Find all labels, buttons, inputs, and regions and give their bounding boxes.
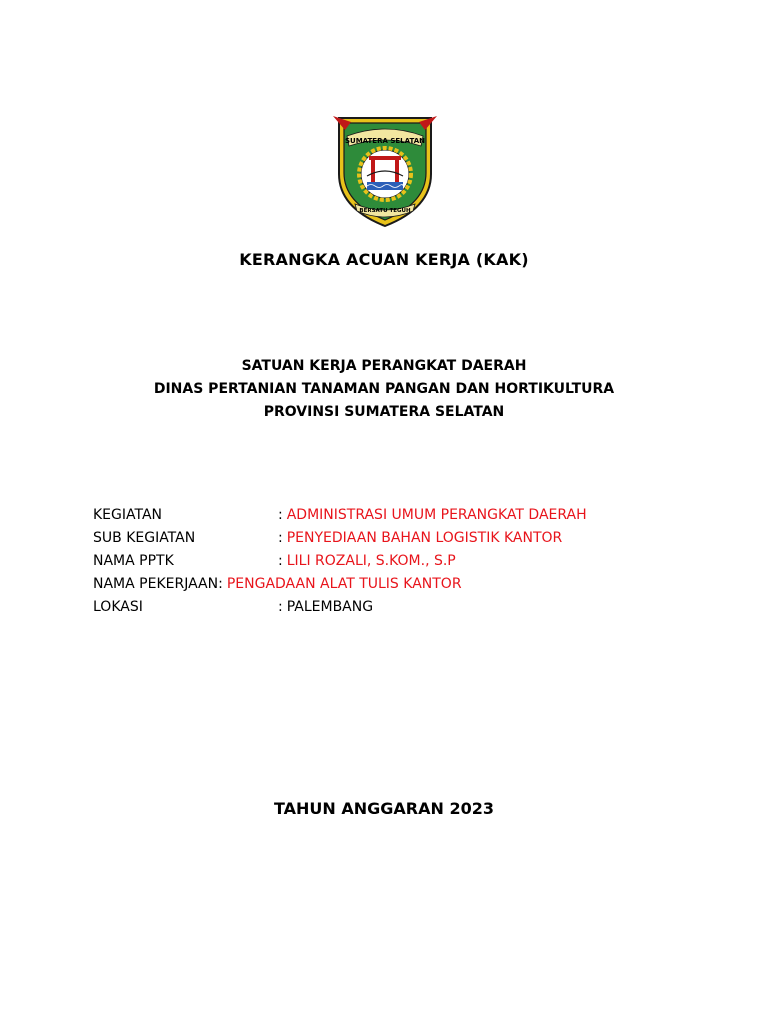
budget-year: TAHUN ANGGARAN 2023 — [273, 799, 494, 818]
org-unit-line: SATUAN KERJA PERANGKAT DAERAH — [241, 358, 527, 374]
detail-label: NAMA PPTK — [93, 553, 174, 569]
detail-value: LILI ROZALI, S.KOM., S.P — [286, 553, 456, 569]
detail-value: PENGADAAN ALAT TULIS KANTOR — [226, 576, 462, 592]
detail-value: PENYEDIAAN BAHAN LOGISTIK KANTOR — [286, 530, 563, 546]
detail-label: SUB KEGIATAN — [93, 530, 196, 546]
detail-separator: : — [278, 599, 283, 615]
detail-label: LOKASI — [93, 599, 143, 615]
detail-row-sub-kegiatan — [93, 527, 587, 550]
org-province-line: PROVINSI SUMATERA SELATAN — [263, 404, 505, 420]
provincial-emblem-icon — [331, 112, 439, 230]
detail-separator: : — [278, 530, 283, 546]
detail-row-lokasi — [93, 596, 587, 619]
detail-row-kegiatan — [93, 504, 587, 527]
detail-value: ADMINISTRASI UMUM PERANGKAT DAERAH — [286, 507, 587, 523]
detail-separator: : — [278, 507, 283, 523]
detail-label: NAMA PEKERJAAN — [93, 576, 219, 592]
detail-label: KEGIATAN — [93, 507, 163, 523]
detail-row-nama-pptk — [93, 550, 587, 573]
document-title: KERANGKA ACUAN KERJA (KAK) — [239, 250, 529, 269]
emblem-top-text: SUMATERA SELATAN — [344, 137, 426, 145]
activity-details — [93, 504, 587, 619]
detail-separator: : — [218, 576, 223, 592]
detail-value: PALEMBANG — [286, 599, 374, 615]
organization-block — [0, 355, 768, 424]
detail-separator: : — [278, 553, 283, 569]
org-department-line: DINAS PERTANIAN TANAMAN PANGAN DAN HORTIKULTURA — [153, 381, 615, 397]
detail-row-nama-pekerjaan — [93, 573, 587, 596]
emblem-motto: BERSATU TEGUH — [359, 208, 411, 214]
